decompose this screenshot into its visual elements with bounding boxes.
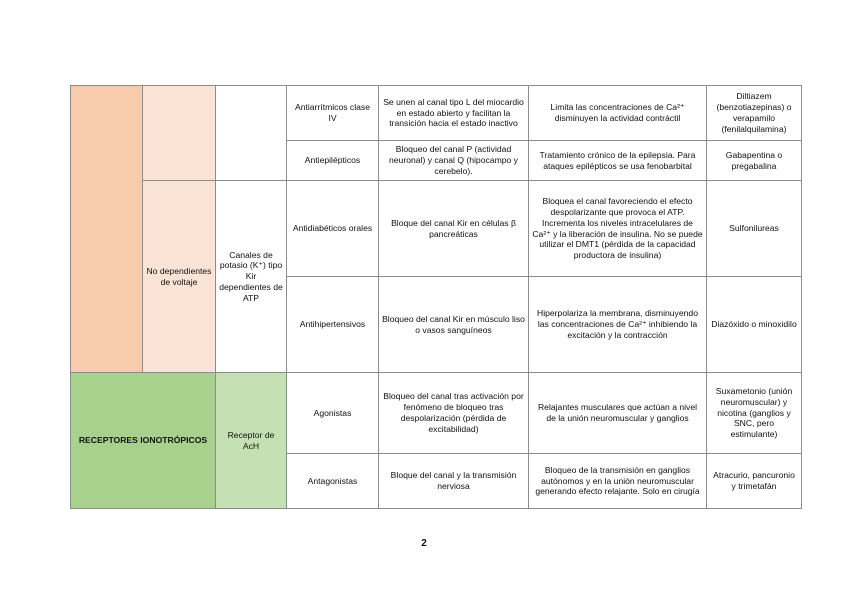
page-number: 2 [421,538,427,549]
effect-cell: Relajantes musculares que actúan a nivel de la unión neuromuscular y ganglios [529,373,707,454]
calcium-channel-type-cell [216,86,287,181]
drug-class-cell: Agonistas [287,373,379,454]
drug-class-cell: Antagonistas [287,454,379,509]
effect-cell: Tratamiento crónico de la epilepsia. Para ataques epilépticos se usa fenobarbital [529,141,707,181]
examples-cell: Diazóxido o minoxidilo [707,277,802,373]
ionotropic-receptors-cell: RECEPTORES IONOTRÓPICOS [71,373,216,509]
effect-cell: Limita las concentraciones de Ca²⁺ disminuyen la actividad contráctil [529,86,707,141]
mechanism-cell: Bloque del canal y la transmisión nerviosa [379,454,529,509]
voltage-channels-family-cell [71,86,143,373]
drug-class-cell: Antidiabéticos orales [287,181,379,277]
mechanism-cell: Bloqueo del canal tras activación por fenómeno de bloqueo tras despolarización (pérdida de excitabilidad) [379,373,529,454]
table-row [71,86,802,141]
table-row [71,373,802,454]
mechanism-cell: Bloqueo del canal Kir en músculo liso o vasos sanguíneos [379,277,529,373]
table-row [71,181,802,277]
mechanism-cell: Se unen al canal tipo L del miocardio en estado abierto y facilitan la transición hacia el estado inactivo [379,86,529,141]
examples-cell: Atracurio, pancuronio y trimetafán [707,454,802,509]
ach-receptor-cell: Receptor de AcH [216,373,287,509]
drug-class-cell: Antihipertensivos [287,277,379,373]
examples-cell: Diltiazem (benzotiazepinas) o verapamilo (fenilalquilamina) [707,86,802,141]
katp-channel-cell: Canales de potasio (K⁺) tipo Kir dependientes de ATP [216,181,287,373]
mechanism-cell: Bloque del canal Kir en células β pancreáticas [379,181,529,277]
drug-class-cell: Antiepilépticos [287,141,379,181]
effect-cell: Bloquea el canal favoreciendo el efecto despolarizante que provoca el ATP. Incrementa los niveles intracelulares de Ca²⁺ y la liberación de insulina. No se puede utilizar el DMT1 (pérdida de la capacidad productora de insulina) [529,181,707,277]
mechanism-cell: Bloqueo del canal P (actividad neuronal) y canal Q (hipocampo y cerebelo). [379,141,529,181]
examples-cell: Sulfonilureas [707,181,802,277]
pharmacology-table [70,85,802,509]
effect-cell: Hiperpolariza la membrana, disminuyendo las concentraciones de Ca²⁺ inhibiendo la excitación y la contracción [529,277,707,373]
voltage-dependent-cell [143,86,216,181]
examples-cell: Suxametonio (unión neuromuscular) y nicotina (ganglios y SNC, pero estimulante) [707,373,802,454]
drug-class-cell: Antiarrítmicos clase IV [287,86,379,141]
examples-cell: Gabapentina o pregabalina [707,141,802,181]
no-voltage-dependent-cell: No dependientes de voltaje [143,181,216,373]
effect-cell: Bloqueo de la transmisión en ganglios autónomos y en la unión neuromuscular generando efecto relajante. Solo en cirugía [529,454,707,509]
